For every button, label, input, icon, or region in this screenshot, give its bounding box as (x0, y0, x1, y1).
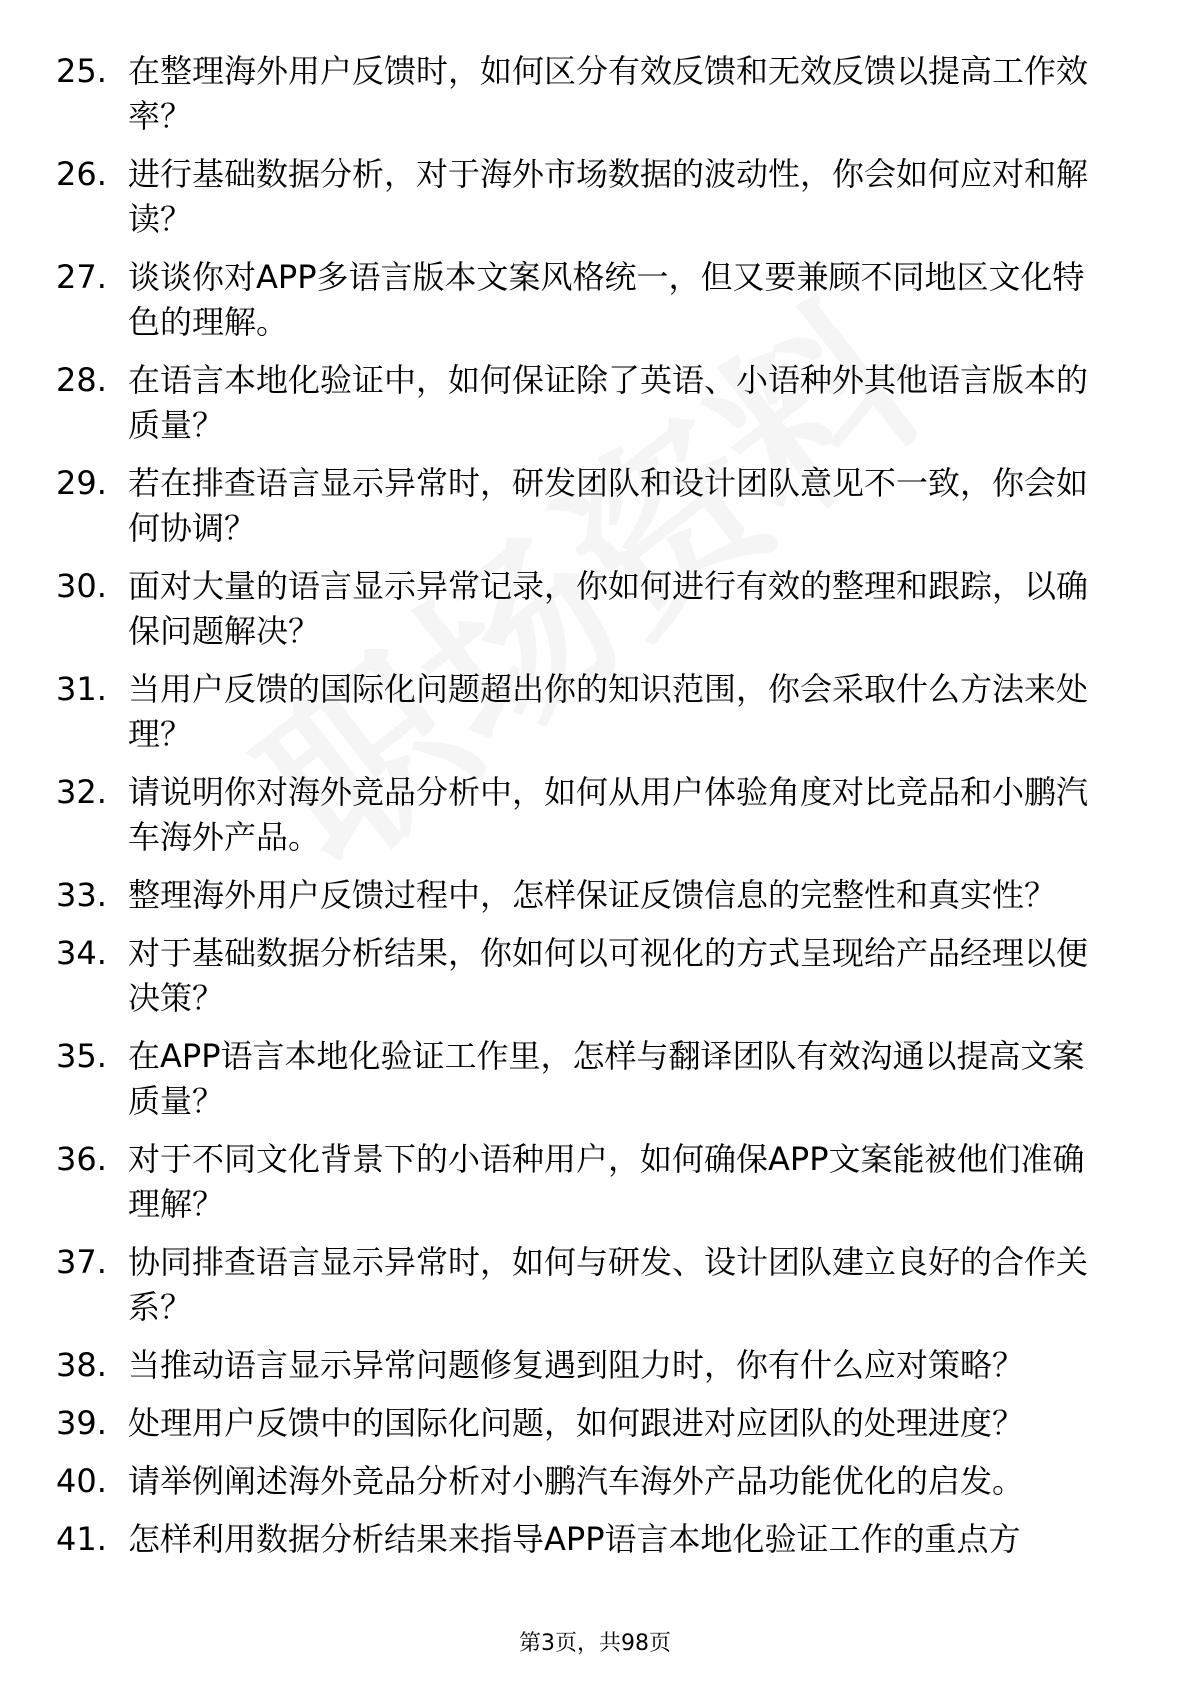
question-number: 33. (56, 876, 107, 914)
question-item (0, 931, 1190, 1021)
question-text: 对于基础数据分析结果，你如何以可视化的方式呈现给产品经理以便决策？ (128, 934, 1089, 1017)
question-number: 26. (56, 155, 107, 193)
question-text: 协同排查语言显示异常时，如何与研发、设计团队建立良好的合作关系？ (128, 1243, 1089, 1326)
question-text: 处理用户反馈中的国际化问题，如何跟进对应团队的处理进度？ (128, 1404, 1025, 1442)
page-footer (0, 1626, 1190, 1657)
question-number: 34. (56, 934, 107, 972)
question-number: 36. (56, 1140, 107, 1178)
question-item (0, 461, 1190, 551)
question-item (0, 873, 1190, 918)
question-number: 28. (56, 361, 107, 399)
question-number: 31. (56, 670, 107, 708)
question-item (0, 667, 1190, 757)
question-number: 29. (56, 464, 107, 502)
question-number: 41. (56, 1520, 107, 1558)
question-number: 27. (56, 258, 107, 296)
question-text: 整理海外用户反馈过程中，怎样保证反馈信息的完整性和真实性？ (128, 876, 1057, 914)
question-text: 在APP语言本地化验证工作里，怎样与翻译团队有效沟通以提高文案质量？ (128, 1037, 1085, 1120)
question-item (0, 152, 1190, 242)
question-item (0, 770, 1190, 860)
question-number: 30. (56, 567, 107, 605)
question-text: 请说明你对海外竞品分析中，如何从用户体验角度对比竞品和小鹏汽车海外产品。 (128, 773, 1089, 856)
question-item (0, 1401, 1190, 1446)
question-number: 32. (56, 773, 107, 811)
question-item (0, 1034, 1190, 1124)
question-text: 怎样利用数据分析结果来指导APP语言本地化验证工作的重点方 (128, 1520, 1021, 1558)
question-item (0, 255, 1190, 345)
question-list (0, 49, 1190, 1575)
question-item (0, 49, 1190, 139)
question-text: 面对大量的语言显示异常记录，你如何进行有效的整理和跟踪，以确保问题解决？ (128, 567, 1089, 650)
question-number: 40. (56, 1462, 107, 1500)
question-text: 当用户反馈的国际化问题超出你的知识范围，你会采取什么方法来处理？ (128, 670, 1089, 753)
question-text: 在整理海外用户反馈时，如何区分有效反馈和无效反馈以提高工作效率？ (128, 52, 1089, 135)
question-item (0, 358, 1190, 448)
question-item (0, 1459, 1190, 1504)
question-item (0, 564, 1190, 654)
question-text: 请举例阐述海外竞品分析对小鹏汽车海外产品功能优化的启发。 (128, 1462, 1025, 1500)
question-number: 39. (56, 1404, 107, 1442)
question-number: 37. (56, 1243, 107, 1281)
question-text: 对于不同文化背景下的小语种用户，如何确保APP文案能被他们准确理解？ (128, 1140, 1085, 1223)
page-number-label: 第3页，共98页 (519, 1631, 671, 1656)
question-text: 当推动语言显示异常问题修复遇到阻力时，你有什么应对策略？ (128, 1346, 1025, 1384)
question-text: 若在排查语言显示异常时，研发团队和设计团队意见不一致，你会如何协调？ (128, 464, 1089, 547)
question-item (0, 1240, 1190, 1330)
question-text: 在语言本地化验证中，如何保证除了英语、小语种外其他语言版本的质量？ (128, 361, 1089, 444)
question-number: 25. (56, 52, 107, 90)
question-number: 38. (56, 1346, 107, 1384)
question-item (0, 1137, 1190, 1227)
question-text: 谈谈你对APP多语言版本文案风格统一，但又要兼顾不同地区文化特色的理解。 (128, 258, 1085, 341)
question-item (0, 1517, 1190, 1562)
question-text: 进行基础数据分析，对于海外市场数据的波动性，你会如何应对和解读？ (128, 155, 1089, 238)
question-item (0, 1343, 1190, 1388)
question-number: 35. (56, 1037, 107, 1075)
